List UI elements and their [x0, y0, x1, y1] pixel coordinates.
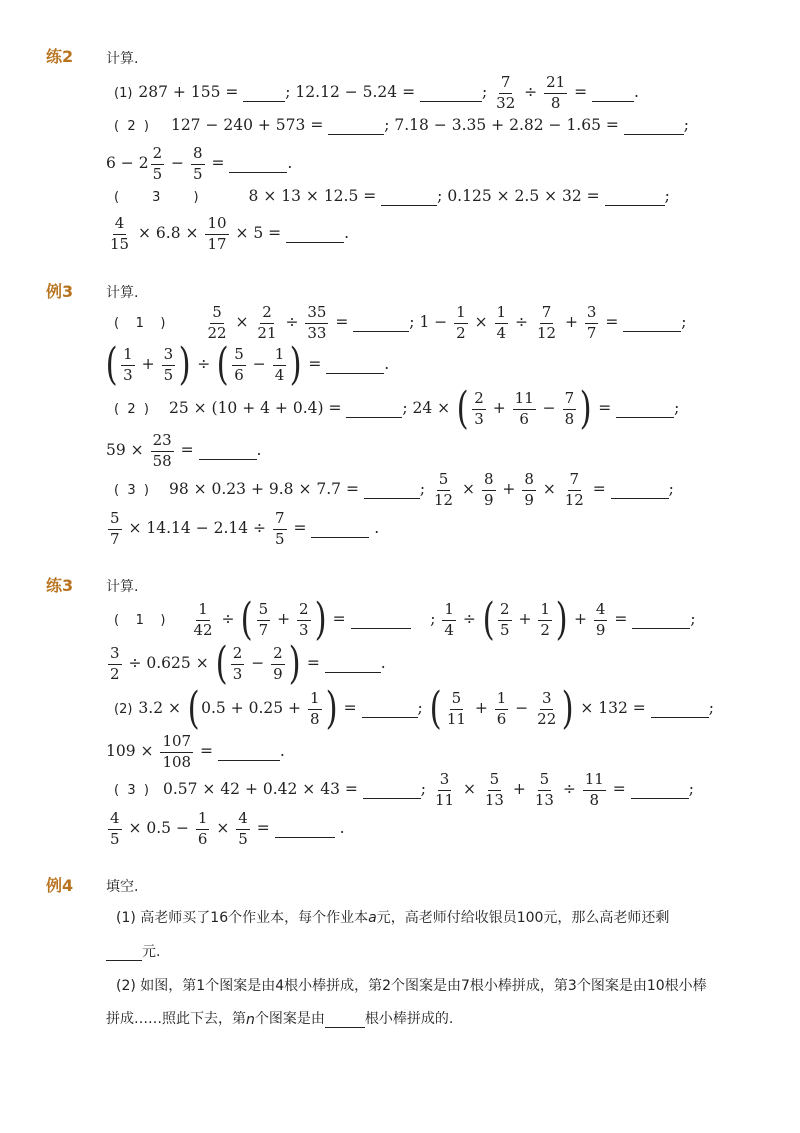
problem-number: ( 3 ) [114, 482, 149, 498]
lian2-problem-3: ( 3 ) 8 × 13 × 12.5 = ; 0.125 × 2.5 × 32 = ; [114, 187, 670, 206]
fraction: $\frac{3}{22}$ [537, 689, 557, 728]
fraction: $\frac{2}{21}$ [257, 303, 277, 342]
fraction: $\frac{3}{2}$ [110, 644, 120, 683]
section-label-lian2: 练2 [46, 47, 74, 66]
problem-number: ( 3 ) [114, 189, 199, 205]
li4-question-1: (1) 高老师买了16个作业本，每个作业本a元，高老师付给收银员100元，那么高老师还剩 [116, 910, 670, 926]
fraction: $\frac{5}{6}$ [234, 345, 244, 384]
lian3-problem-1: ( 1 ) $\frac{1}{42}$ ÷ ( $\frac{5}{7}$ + $\frac{2}{3}$ ) = ; $\frac{1}{4}$ ÷ ( $\frac{2}{5}$ + $\frac{1}{2}$ ) + $\frac{4}{9}$ = ; [114, 594, 696, 645]
fraction: $\frac{4}{5}$ [238, 809, 248, 848]
answer-blank[interactable] [605, 189, 665, 206]
fraction: $\frac{10}{17}$ [207, 214, 227, 253]
answer-blank[interactable] [420, 85, 482, 102]
problem-number: ( 3 ) [114, 782, 149, 798]
lian3-problem-2-cont: 109 × $\frac{107}{108}$ = . [106, 732, 285, 771]
section-instruction-li4: 填空. [106, 879, 139, 895]
fraction: $\frac{1}{2}$ [540, 600, 550, 639]
problem-number: ( 1 ) [114, 315, 166, 331]
answer-blank[interactable] [243, 85, 285, 102]
fraction: $\frac{7}{32}$ [496, 73, 516, 112]
lian3-problem-3-cont: $\frac{4}{5}$ × 0.5 − $\frac{1}{6}$ × $\frac{4}{5}$ = . [110, 809, 345, 848]
answer-blank[interactable] [311, 521, 369, 538]
section-label-lian3: 练3 [46, 576, 74, 595]
li4-question-2: (2) 如图，第1个图案是由4根小棒拼成，第2个图案是由7根小棒拼成，第3个图案是由10根小棒 [116, 978, 707, 994]
answer-blank[interactable] [364, 482, 420, 499]
fraction: $\frac{8}{5}$ [192, 144, 203, 183]
answer-blank[interactable] [229, 156, 287, 173]
fraction: $\frac{5}{22}$ [207, 303, 227, 342]
fraction: $\frac{5}{7}$ [110, 509, 120, 548]
lian3-problem-3: ( 3 ) 0.57 × 42 + 0.42 × 43 = ; $\frac{3}{11}$ × $\frac{5}{13}$ + $\frac{5}{13}$ ÷ $\frac{11}{8}$ = ; [114, 770, 694, 809]
lian2-problem-1: (1) 287 + 155 = ; 12.12 − 5.24 = ; $\frac{7}{32}$ ÷ $\frac{21}{8}$ = . [114, 73, 639, 112]
lian2-problem-2-cont: 6 − 2 $\frac{2}{5}$ − $\frac{8}{5}$ = . [106, 144, 293, 183]
fraction: $\frac{4}{9}$ [595, 600, 606, 639]
section-instruction-li3: 计算. [106, 285, 139, 301]
lian2-problem-3-cont: $\frac{4}{15}$ × 6.8 × $\frac{10}{17}$ × 5 = . [110, 214, 350, 253]
fraction: $\frac{5}{12}$ [434, 470, 454, 509]
fraction: $\frac{1}{4}$ [496, 303, 507, 342]
fraction: $\frac{2}{5}$ [499, 600, 510, 639]
li3-problem-1-cont: ( $\frac{1}{3}$ + $\frac{3}{5}$ ) ÷ ( $\frac{5}{6}$ − $\frac{1}{4}$ ) = . [105, 339, 390, 390]
fraction: $\frac{2}{9}$ [273, 644, 283, 683]
fraction: $\frac{1}{4}$ [274, 345, 285, 384]
fraction: $\frac{7}{8}$ [564, 389, 575, 428]
li3-problem-2: ( 2 ) 25 × (10 + 4 + 0.4) = ; 24 × ( $\frac{2}{3}$ + $\frac{11}{6}$ − $\frac{7}{8}$ ) = ; [114, 383, 680, 434]
problem-number: ( 1 ) [114, 612, 166, 628]
answer-blank[interactable] [651, 701, 709, 718]
fraction: $\frac{1}{3}$ [123, 345, 133, 384]
variable-n: n [246, 1012, 255, 1028]
answer-blank[interactable] [624, 118, 684, 135]
li3-problem-1: ( 1 ) $\frac{5}{22}$ × $\frac{2}{21}$ ÷ $\frac{35}{33}$ = ; 1 − $\frac{1}{2}$ × $\frac{1}{4}$ ÷ $\frac{7}{12}$ + $\frac{3}{7}$ = ; [114, 303, 687, 342]
fraction: $\frac{21}{8}$ [546, 73, 566, 112]
answer-blank[interactable] [623, 315, 681, 332]
answer-blank[interactable] [616, 401, 674, 418]
answer-blank[interactable] [362, 701, 418, 718]
fraction: $\frac{8}{9}$ [524, 470, 534, 509]
lian2-problem-2: ( 2 ) 127 − 240 + 573 = ; 7.18 − 3.35 + 2.82 − 1.65 = ; [114, 116, 690, 135]
section-instruction-lian2: 计算. [106, 51, 139, 67]
fraction: $\frac{7}{12}$ [536, 303, 557, 342]
fraction: $\frac{3}{11}$ [434, 770, 455, 809]
variable-a: a [368, 910, 377, 926]
problem-number: (1) [114, 85, 133, 101]
fraction: $\frac{7}{5}$ [274, 509, 285, 548]
answer-blank[interactable] [218, 744, 280, 761]
li3-problem-2-cont: 59 × $\frac{23}{58}$ = . [106, 431, 262, 470]
answer-blank[interactable] [353, 315, 409, 332]
answer-blank[interactable] [381, 189, 437, 206]
fraction: $\frac{1}{42}$ [193, 600, 213, 639]
answer-blank[interactable] [363, 782, 421, 799]
section-label-li4: 例4 [46, 876, 74, 895]
fraction: $\frac{1}{6}$ [496, 689, 507, 728]
lian3-problem-2: (2) 3.2 × ( 0.5 + 0.25 + $\frac{1}{8}$ ) = ; ( $\frac{5}{11}$ + $\frac{1}{6}$ − $\frac{3}{22}$ ) × 132 = ; [114, 683, 714, 734]
answer-blank[interactable] [611, 482, 669, 499]
fraction: $\frac{5}{11}$ [446, 689, 466, 728]
fraction: $\frac{1}{4}$ [444, 600, 454, 639]
li4-question-1-cont: 元. [106, 941, 160, 961]
li4-question-2-cont: 拼成……照此下去，第 n 个图案是由 根小棒拼成的. [106, 1011, 454, 1028]
problem-number: (2) [114, 701, 133, 717]
fraction: $\frac{5}{7}$ [258, 600, 269, 639]
li3-problem-3: ( 3 ) 98 × 0.23 + 9.8 × 7.7 = ; $\frac{5}{12}$ × $\frac{8}{9}$ + $\frac{8}{9}$ × $\frac{7}{12}$ = ; [114, 470, 674, 509]
fraction: $\frac{11}{8}$ [584, 770, 604, 809]
answer-blank[interactable] [328, 118, 384, 135]
fraction: $\frac{1}{6}$ [197, 809, 208, 848]
section-instruction-lian3: 计算. [106, 579, 139, 595]
fraction: $\frac{35}{33}$ [307, 303, 327, 342]
section-label-li3: 例3 [46, 282, 74, 301]
fraction: $\frac{11}{6}$ [514, 389, 534, 428]
fraction: $\frac{2}{3}$ [474, 389, 484, 428]
fraction: $\frac{107}{108}$ [162, 732, 192, 771]
lian3-problem-1-cont: $\frac{3}{2}$ ÷ 0.625 × ( $\frac{2}{3}$ − $\frac{2}{9}$ ) = . [110, 638, 386, 689]
answer-blank[interactable] [325, 1013, 365, 1028]
fraction: $\frac{7}{12}$ [564, 470, 584, 509]
answer-blank[interactable] [106, 946, 142, 961]
fraction: $\frac{23}{58}$ [152, 431, 172, 470]
li3-problem-3-cont: $\frac{5}{7}$ × 14.14 − 2.14 ÷ $\frac{7}{5}$ = . [110, 509, 380, 548]
answer-blank[interactable] [275, 821, 335, 838]
fraction: $\frac{3}{5}$ [163, 345, 174, 384]
fraction: $\frac{5}{13}$ [534, 770, 554, 809]
fraction: $\frac{4}{5}$ [110, 809, 120, 848]
problem-number: ( 2 ) [114, 118, 149, 134]
answer-blank[interactable] [592, 85, 634, 102]
answer-blank[interactable] [326, 357, 384, 374]
answer-blank[interactable] [631, 782, 689, 799]
problem-number: ( 2 ) [114, 401, 149, 417]
fraction: $\frac{2}{3}$ [232, 644, 243, 683]
answer-blank[interactable] [632, 612, 690, 629]
fraction: $\frac{1}{2}$ [456, 303, 466, 342]
fraction: $\frac{5}{13}$ [484, 770, 504, 809]
answer-blank[interactable] [199, 443, 257, 460]
answer-blank[interactable] [351, 612, 411, 629]
fraction: $\frac{4}{15}$ [110, 214, 130, 253]
answer-blank[interactable] [346, 401, 402, 418]
fraction: $\frac{2}{5}$ [152, 144, 163, 183]
answer-blank[interactable] [286, 226, 344, 243]
answer-blank[interactable] [325, 656, 381, 673]
fraction: $\frac{1}{8}$ [309, 689, 320, 728]
fraction: $\frac{3}{7}$ [586, 303, 597, 342]
fraction: $\frac{8}{9}$ [483, 470, 494, 509]
fraction: $\frac{2}{3}$ [298, 600, 309, 639]
